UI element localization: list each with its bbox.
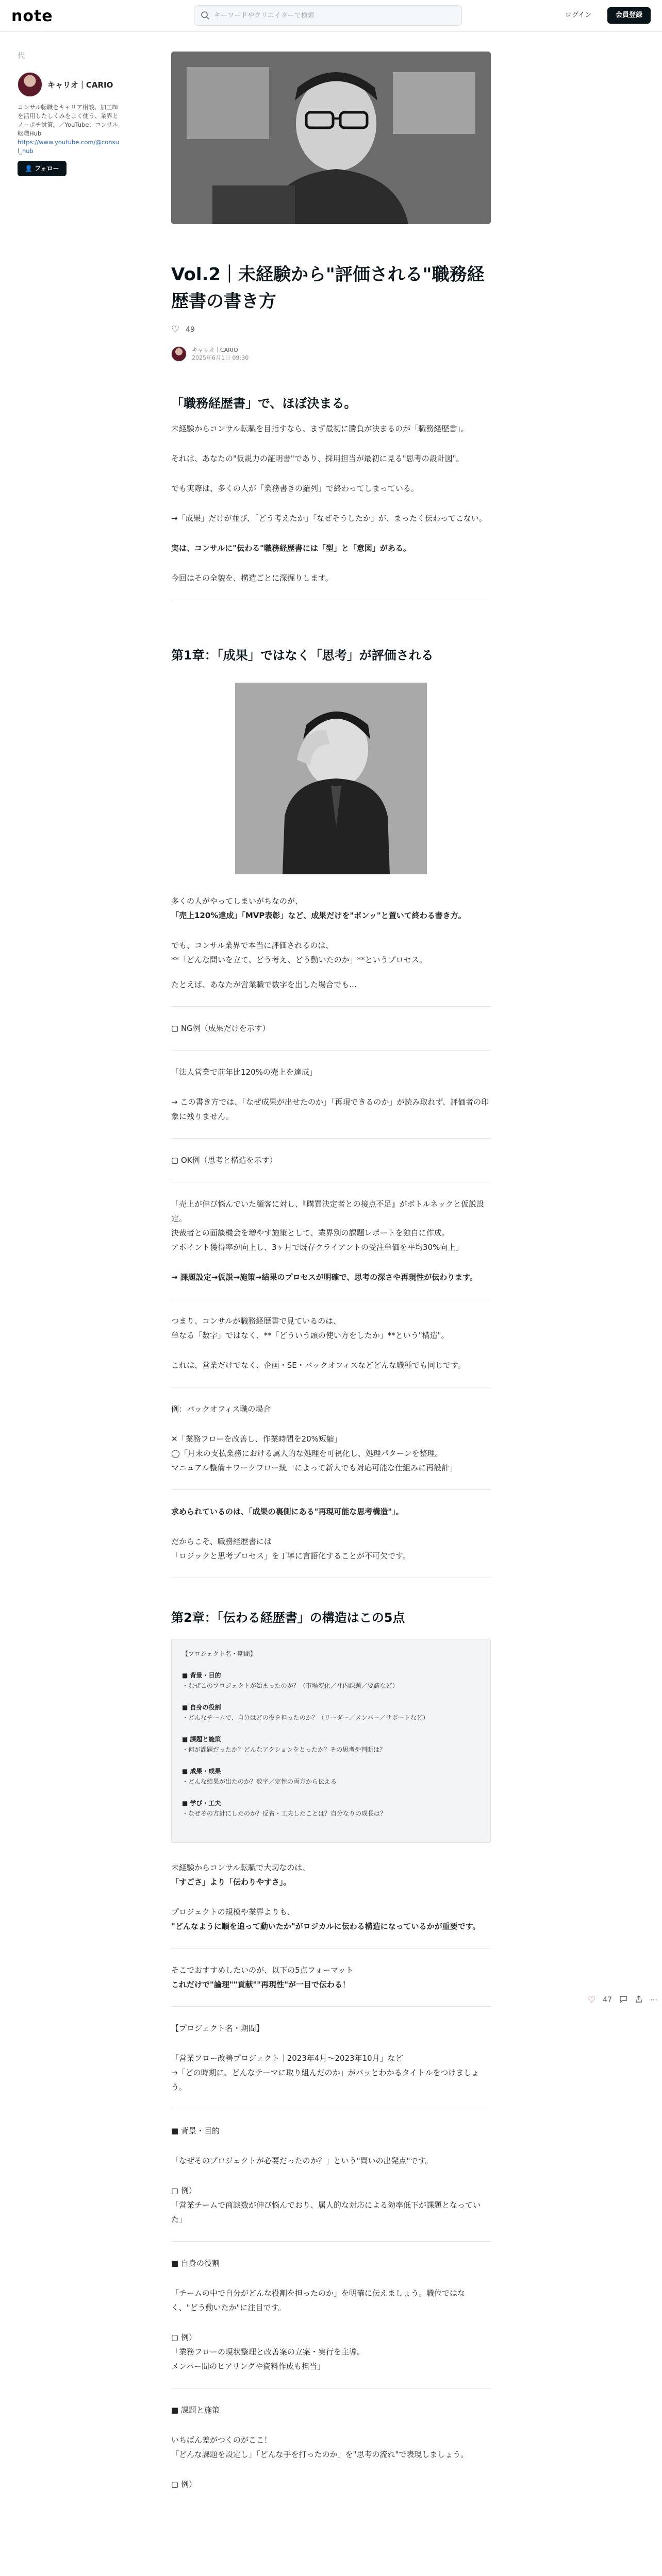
search-input[interactable] xyxy=(214,12,451,20)
bold-text: 「売上120%達成」「MVP表彰」など、成果だけを"ポンッ"と置いて終わる書き方。 xyxy=(171,911,466,920)
paragraph xyxy=(171,541,491,555)
paragraph: →「成果」だけが並び、「どう考えたか」「なぜそうしたか」が、まったく伝わってこない。 xyxy=(171,514,487,523)
example-text: 「営業チームで商談数が伸び悩んでおり、属人的な対応による効率低下が課題となっていた」 xyxy=(171,2200,481,2224)
paragraph: いちばん差がつくのがここ！ xyxy=(171,2435,272,2445)
ok-example-quote: アポイント獲得率が向上し、3ヶ月で既存クライアントの受注単価を平均30%向上」 xyxy=(171,1243,464,1252)
ng-example-note: → この書き方では、「なぜ成果が出せたのか」「再現できるのか」が読み取れず、評価者の印象に残りません。 xyxy=(171,1097,489,1121)
floating-like-count: 47 xyxy=(603,1996,613,2004)
article xyxy=(171,52,491,2492)
more-options-icon[interactable]: ⋯ xyxy=(650,1996,658,2004)
search-box[interactable] xyxy=(194,5,462,26)
article-body xyxy=(171,394,491,2492)
figure-item-key: ■ 背景・目的 xyxy=(182,1672,221,1679)
publish-date: 2025年6月1日 09:30 xyxy=(192,354,249,361)
example-text: メンバー間のヒアリングや資料作成も担当」 xyxy=(171,2362,325,2371)
example-label: ▢ 例） xyxy=(171,2480,196,2489)
paragraph xyxy=(171,1504,491,1519)
top-navigation-bar xyxy=(0,0,662,32)
heart-icon[interactable]: ♡ xyxy=(171,324,180,335)
figure-item-value: ・どんな結果が出たのか？数字／定性の両方から伝える xyxy=(182,1778,337,1785)
author-meta xyxy=(192,346,249,362)
paragraph: それは、あなたの"仮説力の証明書"であり、採用担当が最初に見る"思考の設計図"。 xyxy=(171,454,464,463)
follow-button[interactable] xyxy=(18,161,67,176)
paragraph: でも、コンサル業界で本当に評価されるのは、 xyxy=(171,941,334,950)
figure-item-value: ・なぜその方針にしたのか？反省・工夫したことは？自分なりの成長は？ xyxy=(182,1810,387,1817)
divider xyxy=(171,2006,491,2007)
paragraph: 単なる「数字」ではなく、**「どういう頭の使い方をしたか」**という"構造"。 xyxy=(171,1331,449,1340)
search-icon xyxy=(201,11,210,20)
figure-title: 【プロジェクト名・期間】 xyxy=(182,1650,256,1657)
figure-item-key: ■ 学び・工夫 xyxy=(182,1800,221,1807)
article-title: Vol.2｜未経験から"評価される"職務経歴書の書き方 xyxy=(171,264,485,312)
bold-text: → 課題設定→仮説→施策→結果のプロセスが明確で、思考の深さや再現性が伝わります。 xyxy=(171,1273,477,1282)
bold-text: 実は、コンサルに"伝わる"職務経歴書には「型」と「意図」がある。 xyxy=(171,544,411,553)
paragraph xyxy=(171,1919,491,1934)
paragraph: **「どんな問いを立て、どう考え、どう動いたのか」**というプロセス。 xyxy=(171,955,427,964)
creator-bio xyxy=(18,103,121,156)
divider xyxy=(171,1138,491,1139)
section-heading: 「職務経歴書」で、ほぼ決まる。 xyxy=(171,396,357,411)
creator-profile[interactable] xyxy=(18,72,121,97)
paragraph: つまり、コンサルが職務経歴書で見ているのは、 xyxy=(171,1316,341,1326)
paragraph: でも実際は、多くの人が「業務書きの羅列」で終わってしまっている。 xyxy=(171,484,419,493)
figure-item xyxy=(182,1702,480,1723)
divider xyxy=(171,1489,491,1490)
example-label: ▢ 例） xyxy=(171,2333,196,2342)
creator-bio-link[interactable]: https://www.youtube.com/@consul_hub xyxy=(18,139,119,155)
share-icon[interactable] xyxy=(635,1995,643,2005)
figure-item-value: ・どんなチームで、自分はどの役を担ったのか？（リーダー／メンバー／サポートなど） xyxy=(182,1714,429,1721)
ng-example-quote: 「法人営業で前年比120%の売上を達成」 xyxy=(171,1067,317,1077)
paragraph: 多くの人がやってしまいがちなのが、 xyxy=(171,896,303,906)
paragraph: 「なぜそのプロジェクトが必要だったのか？」という"問いの出発点"です。 xyxy=(171,2156,433,2165)
chapter-1-heading: 第1章：「成果」ではなく「思考」が評価される xyxy=(171,648,434,663)
paragraph: これは、営業だけでなく、企画・SE・バックオフィスなどどんな職種でも同じです。 xyxy=(171,1361,466,1370)
paragraph: そこでおすすめしたいのが、以下の5点フォーマット xyxy=(171,1965,354,1975)
paragraph xyxy=(171,1270,491,1284)
paragraph: だからこそ、職務経歴書には xyxy=(171,1537,272,1546)
paragraph: たとえば、あなたが営業職で数字を出した場合でも… xyxy=(171,980,357,989)
like-heart-icon[interactable]: ♡ xyxy=(588,1995,596,2005)
hero-illustration xyxy=(171,52,491,224)
example-good: ◯「月末の支払業務における属人的な処理を可視化し、処理パターンを整理。 xyxy=(171,1449,443,1458)
figure-item-value: ・なぜこのプロジェクトが始まったのか？（市場変化／社内課題／要請など） xyxy=(182,1682,399,1689)
creator-name[interactable]: キャリオ｜CARIO xyxy=(47,80,113,90)
ng-example-label: ▢ NG例（成果だけを示す） xyxy=(171,1024,270,1033)
paragraph xyxy=(171,1977,491,1992)
figure-item-key: ■ 課題と施策 xyxy=(182,1736,221,1743)
comment-icon[interactable] xyxy=(619,1995,627,2005)
author-info[interactable] xyxy=(171,346,491,362)
chapter-1-illustration xyxy=(235,683,427,874)
project-label: 【プロジェクト名・期間】 xyxy=(171,2024,264,2033)
bold-text: これだけで"論理""貢献""再現性"が一目で伝わる！ xyxy=(171,1980,350,1989)
paragraph xyxy=(171,908,491,923)
login-button[interactable]: ログイン xyxy=(565,11,592,19)
author-avatar[interactable] xyxy=(171,346,187,362)
paragraph: 「チームの中で自分がどんな役割を担ったのか」を明確に伝えましょう。職位ではなく、"どう動いたか"に注目です。 xyxy=(171,2289,466,2312)
example-good: マニュアル整備＋ワークフロー統一によって新人でも対応可能な仕組みに再設計」 xyxy=(171,1463,457,1472)
hero-image xyxy=(171,52,491,224)
divider xyxy=(171,1006,491,1007)
project-example: 「営業フロー改善プロジェクト｜2023年4月〜2023年10月」など xyxy=(171,2054,403,2063)
note-logo[interactable]: note xyxy=(11,7,53,25)
signup-button[interactable]: 会員登録 xyxy=(607,7,651,24)
paragraph: 今回はその全貌を、構造ごとに深掘りします。 xyxy=(171,573,333,583)
follow-icon: 👤 xyxy=(25,165,32,172)
follow-label: フォロー xyxy=(35,165,59,172)
author-name[interactable]: キャリオ｜CARIO xyxy=(192,347,238,353)
creator-sidebar xyxy=(18,50,121,176)
ok-example-quote: 決裁者との面談機会を増やす施策として、業界別の課題レポートを独自に作成。 xyxy=(171,1228,450,1238)
figure-item xyxy=(182,1798,480,1819)
paragraph: 未経験からコンサル転職で大切なのは、 xyxy=(171,1863,310,1872)
paragraph: 未経験からコンサル転職を目指すなら、まず最初に勝負が決まるのが「職務経歴書」。 xyxy=(171,424,469,433)
ok-example-quote: 「売上が伸び悩んでいた顧客に対し、『購買決定者との接点不足』がボトルネックと仮説設定。 xyxy=(171,1199,485,1223)
role-label: ■ 自身の役割 xyxy=(171,2259,220,2268)
paragraph: プロジェクトの規模や業界よりも、 xyxy=(171,1907,295,1917)
chapter-2-heading: 第2章：「伝わる経歴書」の構造はこの5点 xyxy=(171,1611,405,1625)
paragraph: 「ロジックと思考プロセス」を丁寧に言語化することが不可欠です。 xyxy=(171,1551,410,1561)
ok-example-label: ▢ OK例（思考と構造を示す） xyxy=(171,1156,277,1165)
bold-text: "どんなように順を追って動いたか"がロジカルに伝わる構造になっているかが重要です。 xyxy=(171,1922,481,1931)
project-note: →「どの時期に、どんなテーマに取り組んだのか」がパッとわかるタイトルをつけましょう。 xyxy=(171,2068,479,2092)
like-counter[interactable] xyxy=(171,324,491,335)
issue-label: ■ 課題と施策 xyxy=(171,2405,220,2415)
example-text: 「業務フローの現状整理と改善案の立案・実行を主導。 xyxy=(171,2347,365,2357)
example-label: ▢ 例） xyxy=(171,2186,196,2195)
thinking-man-illustration xyxy=(235,683,427,874)
divider xyxy=(171,2241,491,2242)
figure-item xyxy=(182,1670,480,1691)
bold-text: 「すごさ」より「伝わりやすさ」。 xyxy=(171,1877,291,1887)
format-figure xyxy=(171,1639,491,1843)
paragraph: 「どんな課題を設定し」「どんな手を打ったのか」を"思考の流れ"で表現しましょう。 xyxy=(171,2450,469,2459)
example-label: 例：バックオフィス職の場合 xyxy=(171,1404,271,1414)
floating-actions xyxy=(588,1995,657,2005)
background-label: ■ 背景・目的 xyxy=(171,2126,220,2136)
example-bad: ✕「業務フローを改善し、作業時間を20%短縮」 xyxy=(171,1434,342,1444)
avatar[interactable] xyxy=(18,72,42,97)
figure-item xyxy=(182,1766,480,1787)
sidebar-back-label[interactable]: 代 xyxy=(18,52,25,60)
bold-text: 求められているのは、「成果の裏側にある"再現可能な思考構造"」。 xyxy=(171,1507,404,1516)
paragraph xyxy=(171,1875,491,1889)
like-count: 49 xyxy=(186,325,195,334)
figure-item xyxy=(182,1734,480,1755)
figure-item-key: ■ 自身の役割 xyxy=(182,1704,221,1711)
figure-item-key: ■ 成果・成果 xyxy=(182,1768,221,1775)
figure-item-value: ・何が課題だったか？どんなアクションをとったか？その思考や判断は？ xyxy=(182,1746,386,1753)
creator-bio-text: コンサル転職をキャリア相談、加工BIを活用したしくみをよく使う、業界とノーボチ対策。／YouTube：コンサル転職Hub xyxy=(18,104,119,137)
